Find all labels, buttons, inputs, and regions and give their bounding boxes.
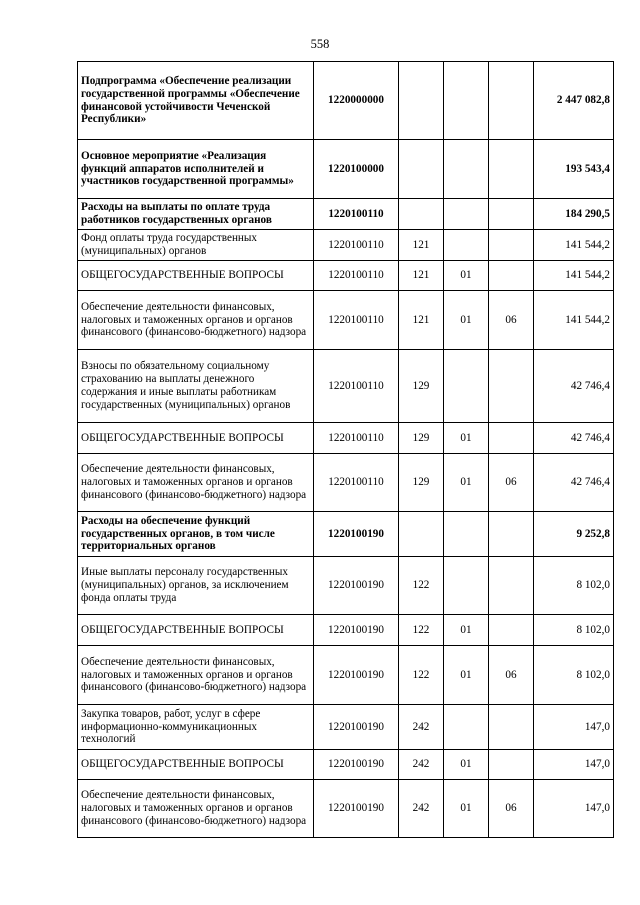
row-name: Фонд оплаты труда государственных (муниципальных) органов bbox=[78, 230, 314, 261]
row-amount: 9 252,8 bbox=[534, 512, 614, 557]
row-name: Расходы на обеспечение функций государственных органов, в том числе территориальных органов bbox=[78, 512, 314, 557]
table-row bbox=[78, 350, 614, 423]
row-subsection bbox=[489, 350, 534, 423]
row-expense-type: 129 bbox=[399, 423, 444, 454]
table-row bbox=[78, 199, 614, 230]
row-amount: 2 447 082,8 bbox=[534, 62, 614, 140]
row-subsection bbox=[489, 557, 534, 615]
row-subsection: 06 bbox=[489, 454, 534, 512]
table-row bbox=[78, 780, 614, 838]
row-target-code: 1220100110 bbox=[314, 423, 399, 454]
row-name: Обеспечение деятельности финансовых, налоговых и таможенных органов и органов финансового (финансово-бюджетного) надзора bbox=[78, 454, 314, 512]
row-target-code: 1220100110 bbox=[314, 350, 399, 423]
table-row bbox=[78, 230, 614, 261]
row-expense-type: 129 bbox=[399, 454, 444, 512]
row-expense-type: 242 bbox=[399, 780, 444, 838]
row-section: 01 bbox=[444, 423, 489, 454]
row-name: Расходы на выплаты по оплате труда работников государственных органов bbox=[78, 199, 314, 230]
row-amount: 147,0 bbox=[534, 705, 614, 750]
row-section: 01 bbox=[444, 261, 489, 291]
table-row bbox=[78, 423, 614, 454]
row-subsection bbox=[489, 140, 534, 199]
row-section: 01 bbox=[444, 646, 489, 705]
table-row bbox=[78, 615, 614, 646]
row-expense-type bbox=[399, 140, 444, 199]
row-amount: 8 102,0 bbox=[534, 646, 614, 705]
row-expense-type: 122 bbox=[399, 557, 444, 615]
row-expense-type: 121 bbox=[399, 230, 444, 261]
row-amount: 147,0 bbox=[534, 780, 614, 838]
row-name: ОБЩЕГОСУДАРСТВЕННЫЕ ВОПРОСЫ bbox=[78, 423, 314, 454]
table-row bbox=[78, 646, 614, 705]
row-amount: 193 543,4 bbox=[534, 140, 614, 199]
row-section bbox=[444, 512, 489, 557]
row-expense-type: 122 bbox=[399, 646, 444, 705]
row-subsection bbox=[489, 705, 534, 750]
table-row bbox=[78, 705, 614, 750]
table-row bbox=[78, 140, 614, 199]
row-subsection: 06 bbox=[489, 291, 534, 350]
row-amount: 184 290,5 bbox=[534, 199, 614, 230]
row-amount: 147,0 bbox=[534, 750, 614, 780]
table-row bbox=[78, 261, 614, 291]
row-section bbox=[444, 140, 489, 199]
row-name: ОБЩЕГОСУДАРСТВЕННЫЕ ВОПРОСЫ bbox=[78, 615, 314, 646]
row-name: ОБЩЕГОСУДАРСТВЕННЫЕ ВОПРОСЫ bbox=[78, 750, 314, 780]
row-subsection bbox=[489, 62, 534, 140]
row-section: 01 bbox=[444, 750, 489, 780]
row-subsection bbox=[489, 230, 534, 261]
row-name: Основное мероприятие «Реализация функций аппаратов исполнителей и участников государственной программы» bbox=[78, 140, 314, 199]
row-target-code: 1220100190 bbox=[314, 705, 399, 750]
row-section bbox=[444, 350, 489, 423]
table-row bbox=[78, 750, 614, 780]
row-expense-type bbox=[399, 512, 444, 557]
row-section bbox=[444, 199, 489, 230]
row-target-code: 1220100110 bbox=[314, 199, 399, 230]
row-expense-type: 121 bbox=[399, 291, 444, 350]
row-subsection bbox=[489, 615, 534, 646]
row-amount: 141 544,2 bbox=[534, 261, 614, 291]
row-target-code: 1220100110 bbox=[314, 230, 399, 261]
row-target-code: 1220100190 bbox=[314, 750, 399, 780]
row-target-code: 1220100190 bbox=[314, 557, 399, 615]
row-target-code: 1220100110 bbox=[314, 454, 399, 512]
table-row bbox=[78, 62, 614, 140]
row-target-code: 1220100190 bbox=[314, 615, 399, 646]
row-section bbox=[444, 230, 489, 261]
page-number: 558 bbox=[310, 37, 330, 51]
row-target-code: 1220100190 bbox=[314, 512, 399, 557]
row-expense-type: 121 bbox=[399, 261, 444, 291]
row-target-code: 1220100190 bbox=[314, 646, 399, 705]
row-section: 01 bbox=[444, 454, 489, 512]
row-amount: 141 544,2 bbox=[534, 291, 614, 350]
row-name: Подпрограмма «Обеспечение реализации государственной программы «Обеспечение финансовой устойчивости Чеченской Республики» bbox=[78, 62, 314, 140]
row-expense-type: 129 bbox=[399, 350, 444, 423]
row-section: 01 bbox=[444, 615, 489, 646]
row-name: Иные выплаты персоналу государственных (муниципальных) органов, за исключением фонда оплаты труда bbox=[78, 557, 314, 615]
table-row bbox=[78, 291, 614, 350]
row-target-code: 1220000000 bbox=[314, 62, 399, 140]
row-subsection: 06 bbox=[489, 780, 534, 838]
row-expense-type: 122 bbox=[399, 615, 444, 646]
row-expense-type bbox=[399, 62, 444, 140]
table-row bbox=[78, 454, 614, 512]
row-section: 01 bbox=[444, 291, 489, 350]
row-section bbox=[444, 705, 489, 750]
row-amount: 141 544,2 bbox=[534, 230, 614, 261]
budget-table-body bbox=[78, 62, 614, 838]
row-name: Обеспечение деятельности финансовых, налоговых и таможенных органов и органов финансового (финансово-бюджетного) надзора bbox=[78, 291, 314, 350]
row-subsection bbox=[489, 423, 534, 454]
row-subsection bbox=[489, 750, 534, 780]
row-amount: 8 102,0 bbox=[534, 615, 614, 646]
budget-table bbox=[77, 61, 614, 838]
row-expense-type bbox=[399, 199, 444, 230]
row-expense-type: 242 bbox=[399, 750, 444, 780]
row-subsection bbox=[489, 261, 534, 291]
row-name: Взносы по обязательному социальному страхованию на выплаты денежного содержания и иные выплаты работникам государственных (муниципальных) органов bbox=[78, 350, 314, 423]
row-section bbox=[444, 62, 489, 140]
row-subsection: 06 bbox=[489, 646, 534, 705]
table-row bbox=[78, 557, 614, 615]
row-amount: 42 746,4 bbox=[534, 350, 614, 423]
row-amount: 42 746,4 bbox=[534, 423, 614, 454]
row-subsection bbox=[489, 512, 534, 557]
row-expense-type: 242 bbox=[399, 705, 444, 750]
row-subsection bbox=[489, 199, 534, 230]
row-name: Закупка товаров, работ, услуг в сфере информационно-коммуникационных технологий bbox=[78, 705, 314, 750]
row-target-code: 1220100190 bbox=[314, 780, 399, 838]
row-amount: 8 102,0 bbox=[534, 557, 614, 615]
row-name: ОБЩЕГОСУДАРСТВЕННЫЕ ВОПРОСЫ bbox=[78, 261, 314, 291]
table-row bbox=[78, 512, 614, 557]
row-section bbox=[444, 557, 489, 615]
row-section: 01 bbox=[444, 780, 489, 838]
row-name: Обеспечение деятельности финансовых, налоговых и таможенных органов и органов финансового (финансово-бюджетного) надзора bbox=[78, 646, 314, 705]
row-amount: 42 746,4 bbox=[534, 454, 614, 512]
row-target-code: 1220100110 bbox=[314, 261, 399, 291]
row-target-code: 1220100110 bbox=[314, 291, 399, 350]
row-target-code: 1220100000 bbox=[314, 140, 399, 199]
row-name: Обеспечение деятельности финансовых, налоговых и таможенных органов и органов финансового (финансово-бюджетного) надзора bbox=[78, 780, 314, 838]
